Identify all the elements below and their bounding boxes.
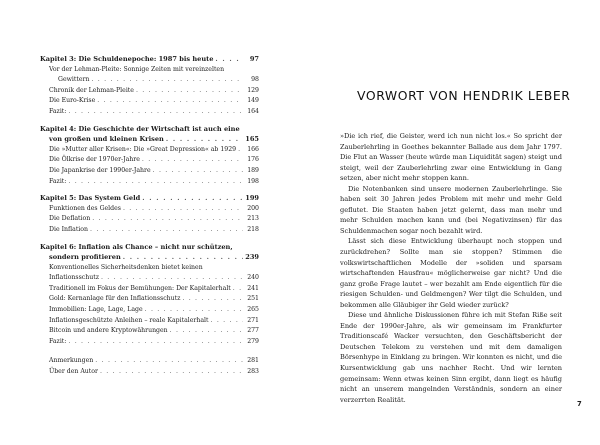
toc-page-number: 277 [247,327,259,335]
toc-page-number: 97 [249,55,259,63]
toc-label: Die Inflation [49,225,88,233]
toc-label: Fazit: [49,177,67,185]
toc-leader [91,75,243,86]
toc-chapter-heading [40,193,259,204]
toc-page-number: 265 [247,306,259,314]
toc-leader [100,367,243,378]
toc-page-number: 200 [247,204,259,212]
toc-entry [40,356,259,367]
foreword-body [340,131,562,405]
toc-label: Die Euro-Krise [49,97,96,105]
toc-label: Kapitel 5: Das System Geld [40,194,141,203]
toc-entry [40,225,259,236]
toc-entry [40,326,259,337]
toc-page-number: 189 [247,166,259,174]
toc-entry [40,294,259,305]
toc-chapter-5 [40,193,259,235]
toc-entry [40,166,259,177]
foreword-paragraph: »Die ich rief, die Geister, werd ich nun nicht los.« So spricht der Zauberlehrling in Goethes bekannter Ballade aus dem Jahr 1797. Die Flut an Wasser (heute würde man Liquidität sagen) steigt und steigt, weil der Zauberlehrling zwar eine Entwicklung in Gang setzen, aber nicht mehr stoppen kann. [340,132,562,183]
toc-label: Anmerkungen [49,357,94,365]
toc-page-number: 283 [247,368,259,376]
toc-entry [40,177,259,188]
toc-page-number: 271 [247,316,259,324]
toc-entry [40,145,259,156]
toc-entry [40,263,259,284]
toc-leader [166,134,243,145]
toc-leader [101,273,243,284]
table-of-contents [40,54,259,384]
toc-label: Die Ölkrise der 1970er-Jahre [49,156,140,164]
toc-leader [215,54,243,65]
toc-label: Fazit: [49,337,67,345]
toc-entry [40,337,259,348]
toc-entry [40,367,259,378]
toc-label: Konventionelles Sicherheitsdenken bietet keinen [49,263,203,271]
toc-leader [142,193,243,204]
toc-chapter-6 [40,242,259,348]
toc-page-number: 176 [247,156,259,164]
toc-entry [40,284,259,295]
toc-page-number: 129 [247,86,259,94]
toc-label: Chronik der Lehman-Pleite [49,86,134,94]
toc-page-number: 279 [247,337,259,345]
toc-label: Funktionen des Geldes [49,204,121,212]
toc-page-number: 251 [247,295,259,303]
toc-label: Traditionell im Fokus der Bemühungen: Der Kapitalerhalt [49,284,231,292]
toc-leader [68,107,243,118]
toc-label: Immobilien: Lage, Lage, Lage [49,306,143,314]
toc-label: Fazit: [49,107,67,115]
toc-leader [211,316,243,327]
toc-label: Gewittern [58,76,90,84]
toc-page-number: 281 [247,357,259,365]
toc-entry [40,86,259,97]
toc-page-number: 213 [247,215,259,223]
toc-page-number: 240 [247,274,259,282]
toc-label: Die Deflation [49,215,91,223]
toc-label: von großen und kleinen Krisen [49,135,164,144]
toc-leader [92,214,243,225]
toc-page-number: 199 [245,194,259,203]
toc-label: Kapitel 4: Die Geschichte der Wirtschaft ist auch eine [40,124,240,133]
toc-chapter-4 [40,124,259,188]
toc-leader [142,155,243,166]
page-number: 7 [577,400,582,408]
foreword-page [300,0,600,445]
foreword-title: VORWORT VON HENDRIK LEBER [357,88,571,103]
toc-leader [145,305,243,316]
toc-entry [40,214,259,225]
toc-label: Kapitel 6: Inflation als Chance – nicht nur schützen, [40,242,233,251]
toc-label: Die »Mutter aller Krisen«: Die »Great Depression« ab 1929 [49,145,237,153]
toc-page-number: 164 [247,107,259,115]
toc-label: Gold: Kernanlage für den Inflationsschutz [49,295,181,303]
toc-leader [182,294,243,305]
toc-leader [123,252,243,263]
toc-entry [40,155,259,166]
toc-page-number: 98 [251,76,259,84]
toc-entry [40,204,259,215]
toc-leader [68,177,243,188]
foreword-paragraph: Die Notenbanken sind unsere modernen Zauberlehrlinge. Sie haben seit 30 Jahren jedes Problem mit mehr und mehr Geld geflutet. Die Staaten haben jetzt gelernt, dass man mehr und mehr Schulden machen kann und (bei Negativzinsen) für das Schuldenmachen sogar noch bezahlt wird. [340,184,562,235]
toc-leader [153,166,243,177]
toc-leader [68,337,243,348]
toc-label: Inflationsschutz [49,274,99,282]
toc-leader [238,145,243,156]
toc-entry [40,107,259,118]
toc-leader [97,96,243,107]
toc-label: Vor der Lehman-Pleite: Sonnige Zeiten mit vereinzelten [49,65,225,73]
toc-leader [136,86,243,97]
toc-entry [40,305,259,316]
toc-page-number: 198 [247,177,259,185]
toc-entry [40,96,259,107]
toc-label: Bitcoin und andere Kryptowährungen [49,327,168,335]
toc-chapter-3 [40,54,259,118]
toc-page-number: 165 [245,135,259,144]
toc-leader [90,225,243,236]
foreword-paragraph: Lässt sich diese Entwicklung überhaupt noch stoppen und zurückdrehen? Sollte man sie stoppen? Stimmen die volkswirtschaftlichen Modelle der »soliden und sparsam wirtschaftenden Hausfrau« möglicherweise gar nicht? Und die ganz große Frage lautet – wer bezahlt am Ende eigentlich für die riesigen Schulden- und Geldmengen? Wer tilgt die Schulden, und bekommen alle Gläubiger ihr Geld wieder zurück? [340,237,562,309]
toc-page-number: 166 [247,145,259,153]
toc-page-number: 149 [247,97,259,105]
toc-page-number: 239 [245,253,259,262]
toc-chapter-heading [40,242,259,263]
foreword-paragraph: Diese und ähnliche Diskussionen führe ich mit Stefan Riße seit Ende der 1990er-Jahre, als wir gemeinsam im Frankfurter Traditionscafé Wacker versuchten, den Geschäftsbericht der Deutschen Telekom zu verstehen und mit dem damaligen Börsenhype in Einklang zu bringen. Wir konnten es nicht, und die Kursentwicklung gab uns nachher Recht. Und wir lernten gemeinsam: Wenn etwas keinen Sinn ergibt, dann liegt es häufig nicht an unserem mangelnden Verständnis, sondern an einer verzerrten Realität. [340,311,562,404]
toc-entry [40,316,259,327]
toc-chapter-heading [40,54,259,65]
toc-leader [233,284,243,295]
toc-page-number: 241 [247,284,259,292]
toc-chapter-heading [40,124,259,145]
toc-label: Inflationsgeschützte Anleihen – reale Kapitalerhalt [49,316,209,324]
toc-label: sondern profitieren [49,253,121,262]
toc-entry [40,65,259,86]
toc-leader [95,356,243,367]
toc-page-number: 218 [247,225,259,233]
toc-label: Kapitel 3: Die Schuldenepoche: 1987 bis heute [40,55,214,63]
toc-label: Über den Autor [49,368,98,376]
toc-leader [170,326,243,337]
toc-label: Die Japankrise der 1990er-Jahre [49,166,151,174]
toc-back-matter [40,356,259,377]
toc-leader [123,204,243,215]
